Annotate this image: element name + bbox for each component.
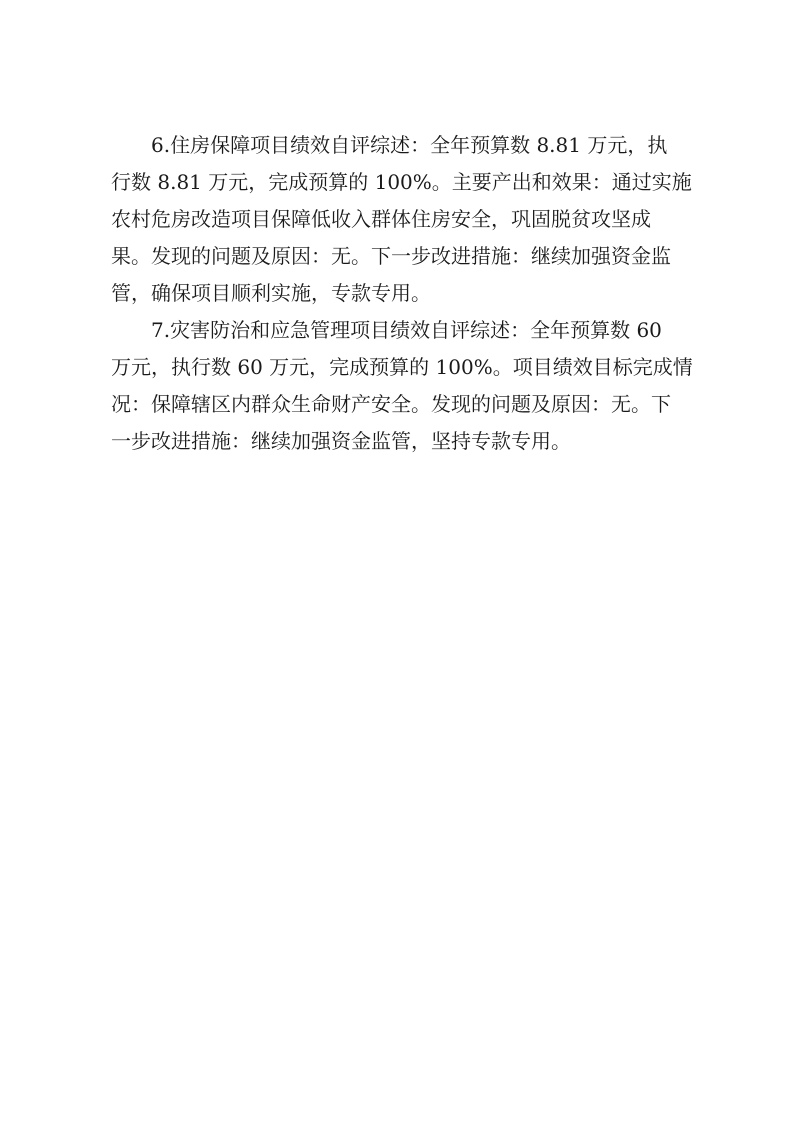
- text-line: 万元，执行数 60 万元，完成预算的 100%。项目绩效目标完成情: [111, 355, 693, 379]
- document-body: [111, 127, 693, 460]
- text-line: 果。发现的问题及原因：无。下一步改进措施：继续加强资金监: [111, 244, 671, 268]
- text-line: 一步改进措施：继续加强资金监管，坚持专款专用。: [111, 429, 571, 453]
- text-line: 7.灾害防治和应急管理项目绩效自评综述：全年预算数 60: [151, 318, 662, 342]
- text-line: 6.住房保障项目绩效自评综述：全年预算数 8.81 万元，执: [151, 133, 668, 157]
- paragraph-disaster-prevention: [111, 312, 693, 460]
- text-line: 农村危房改造项目保障低收入群体住房安全，巩固脱贫攻坚成: [111, 207, 651, 231]
- text-line: 行数 8.81 万元，完成预算的 100%。主要产出和效果：通过实施: [111, 170, 692, 194]
- paragraph-housing-security: [111, 127, 693, 312]
- text-line: 况：保障辖区内群众生命财产安全。发现的问题及原因：无。下: [111, 392, 671, 416]
- text-line: 管，确保项目顺利实施，专款专用。: [111, 281, 431, 305]
